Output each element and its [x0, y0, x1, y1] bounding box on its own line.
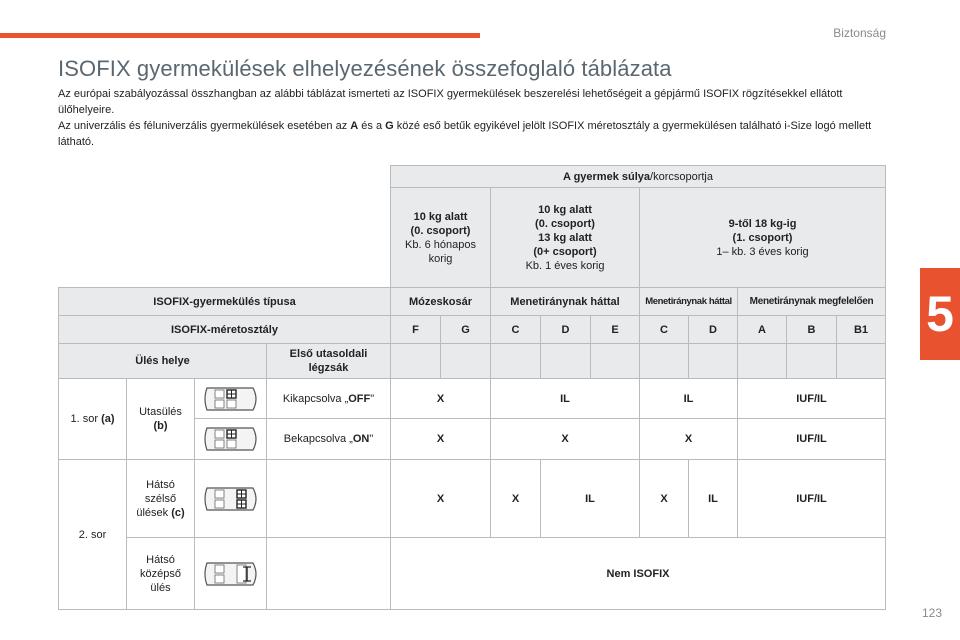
passenger-seat-label [127, 379, 195, 460]
group-1-header [640, 188, 886, 288]
type-forward-facing: Menetiránynak megfelelően [738, 288, 886, 316]
passenger-seat-note: (b) [153, 420, 168, 432]
row-1-on-forward: IUF/IL [738, 419, 886, 460]
size-f: F [391, 316, 441, 344]
rear-center-text-3: ülés [150, 581, 171, 594]
passenger-seat-text: Utasülés [139, 406, 182, 418]
row-2-outer-rear-c2: X [640, 460, 689, 538]
size-a: A [738, 316, 787, 344]
group-2-name: (1. csoport) [732, 231, 793, 244]
row-2-outer-rear-de: IL [541, 460, 640, 538]
row-1-on-rear-2: X [640, 419, 738, 460]
intro-text-part: Az univerzális és féluniverzális gyermekülések esetében az [58, 120, 351, 132]
empty-cell [391, 344, 441, 379]
weight-header-rest: /korcsoportja [650, 170, 713, 183]
airbag-on-label [267, 419, 391, 460]
group-1-name: (0. csoport) [535, 217, 595, 230]
row-1-off-rear: IL [491, 379, 640, 419]
seat-diagram-cell [195, 460, 267, 538]
page-number: 123 [921, 606, 942, 620]
airbag-off-prefix: Kikapcsolva „ [282, 392, 349, 405]
rear-outer-seats-label [127, 460, 195, 538]
type-carrycot: Mózeskosár [391, 288, 491, 316]
group-2-weight: 9-től 18 kg-ig [728, 217, 797, 230]
intro-text-part: és a [358, 120, 386, 132]
airbag-na-cell [267, 460, 391, 538]
rear-outer-note: (c) [171, 506, 185, 519]
intro-paragraph-2 [58, 118, 888, 150]
section-label: Biztonság [833, 26, 886, 40]
group-1-age: Kb. 1 éves korig [525, 259, 605, 272]
car-passenger-seat-icon [199, 382, 263, 416]
size-b: B [787, 316, 837, 344]
rear-center-text-2: középső [140, 567, 181, 580]
intro-text [58, 86, 888, 150]
group-1-weight: 10 kg alatt [538, 203, 592, 216]
airbag-off-suffix: " [370, 392, 375, 405]
row-1-off-rear-2: IL [640, 379, 738, 419]
rear-outer-text-1: Hátsó [146, 478, 175, 491]
size-c: C [491, 316, 541, 344]
row-1-label [59, 379, 127, 460]
seat-diagram-cell [195, 419, 267, 460]
airbag-na-cell [267, 538, 391, 610]
seat-diagram-cell [195, 538, 267, 610]
row-2-outer-carrycot: X [391, 460, 491, 538]
empty-cell [591, 344, 640, 379]
rear-outer-text-2: szélső [144, 492, 177, 505]
row-2-center-value: Nem ISOFIX [391, 538, 886, 610]
car-passenger-seat-icon [199, 422, 263, 456]
size-d: D [541, 316, 591, 344]
isofix-summary-table [58, 165, 886, 610]
header-accent-bar [0, 33, 480, 38]
group-1-name-2: (0+ csoport) [533, 245, 597, 258]
group-2-age: 1– kb. 3 éves korig [716, 245, 809, 258]
airbag-off-label [267, 379, 391, 419]
car-rear-outer-seats-icon [199, 482, 263, 516]
size-e: E [591, 316, 640, 344]
row-1-text: 1. sor [70, 413, 98, 425]
row-1-on-carrycot: X [391, 419, 491, 460]
rear-outer-text-3: ülések [136, 506, 169, 519]
group-0-name: (0. csoport) [410, 224, 471, 237]
empty-cell [441, 344, 491, 379]
size-g: G [441, 316, 491, 344]
airbag-off-state: OFF [348, 392, 371, 405]
empty-cell [738, 344, 787, 379]
rear-center-seat-label [127, 538, 195, 610]
row-1-note: (a) [101, 413, 115, 425]
row-2-outer-rear-c: X [491, 460, 541, 538]
chapter-tab: 5 [920, 268, 960, 360]
intro-paragraph-1: Az európai szabályozással összhangban az alábbi táblázat ismerteti az ISOFIX gyermekülések beszerelési lehetőségeit a gépjármű ISOFIX rögzítésekkel ellátott ülőhelyeire. [58, 88, 843, 116]
size-class-g: G [385, 120, 394, 132]
empty-cell [837, 344, 886, 379]
airbag-on-prefix: Bekapcsolva „ [283, 433, 353, 445]
type-label: ISOFIX-gyermekülés típusa [59, 288, 391, 316]
group-0-header [391, 188, 491, 288]
group-0-weight: 10 kg alatt [413, 210, 468, 223]
type-rear-facing: Menetiránynak háttal [491, 288, 640, 316]
seat-position-label: Ülés helye [59, 344, 267, 379]
empty-cell [640, 344, 689, 379]
row-1-off-carrycot: X [391, 379, 491, 419]
size-d-2: D [689, 316, 738, 344]
row-1-on-rear: X [491, 419, 640, 460]
airbag-label: Első utasoldali légzsák [267, 344, 391, 379]
row-1-off-forward: IUF/IL [738, 379, 886, 419]
empty-cell [787, 344, 837, 379]
intro-text-part: közé eső betűk egyikével jelölt ISOFIX méretosztály a gyermekülésen található i-Size logó mellett látható. [58, 120, 872, 148]
row-2-label: 2. sor [59, 460, 127, 610]
empty-cell [689, 344, 738, 379]
row-2-outer-forward: IUF/IL [738, 460, 886, 538]
row-2-outer-rear-d2: IL [689, 460, 738, 538]
seat-diagram-cell [195, 379, 267, 419]
type-rear-facing-2: Menetiránynak háttal [640, 288, 738, 316]
size-label: ISOFIX-méretosztály [59, 316, 391, 344]
group-0plus-header [491, 188, 640, 288]
size-class-a: A [350, 120, 359, 132]
group-0-age: Kb. 6 hónapos korig [405, 238, 476, 265]
weight-header [391, 166, 886, 188]
empty-cell [541, 344, 591, 379]
airbag-on-suffix: " [369, 433, 374, 445]
table-corner-blank [59, 188, 391, 288]
weight-header-bold: A gyermek súlya [562, 170, 651, 183]
size-c-2: C [640, 316, 689, 344]
rear-center-text-1: Hátsó [146, 553, 175, 566]
group-1-weight-2: 13 kg alatt [538, 231, 592, 244]
empty-cell [491, 344, 541, 379]
size-b1: B1 [837, 316, 886, 344]
car-rear-center-seat-icon [199, 557, 263, 591]
table-corner-blank [59, 166, 391, 188]
airbag-on-state: ON [352, 433, 370, 445]
page-title: ISOFIX gyermekülések elhelyezésének összefoglaló táblázata [58, 56, 672, 81]
